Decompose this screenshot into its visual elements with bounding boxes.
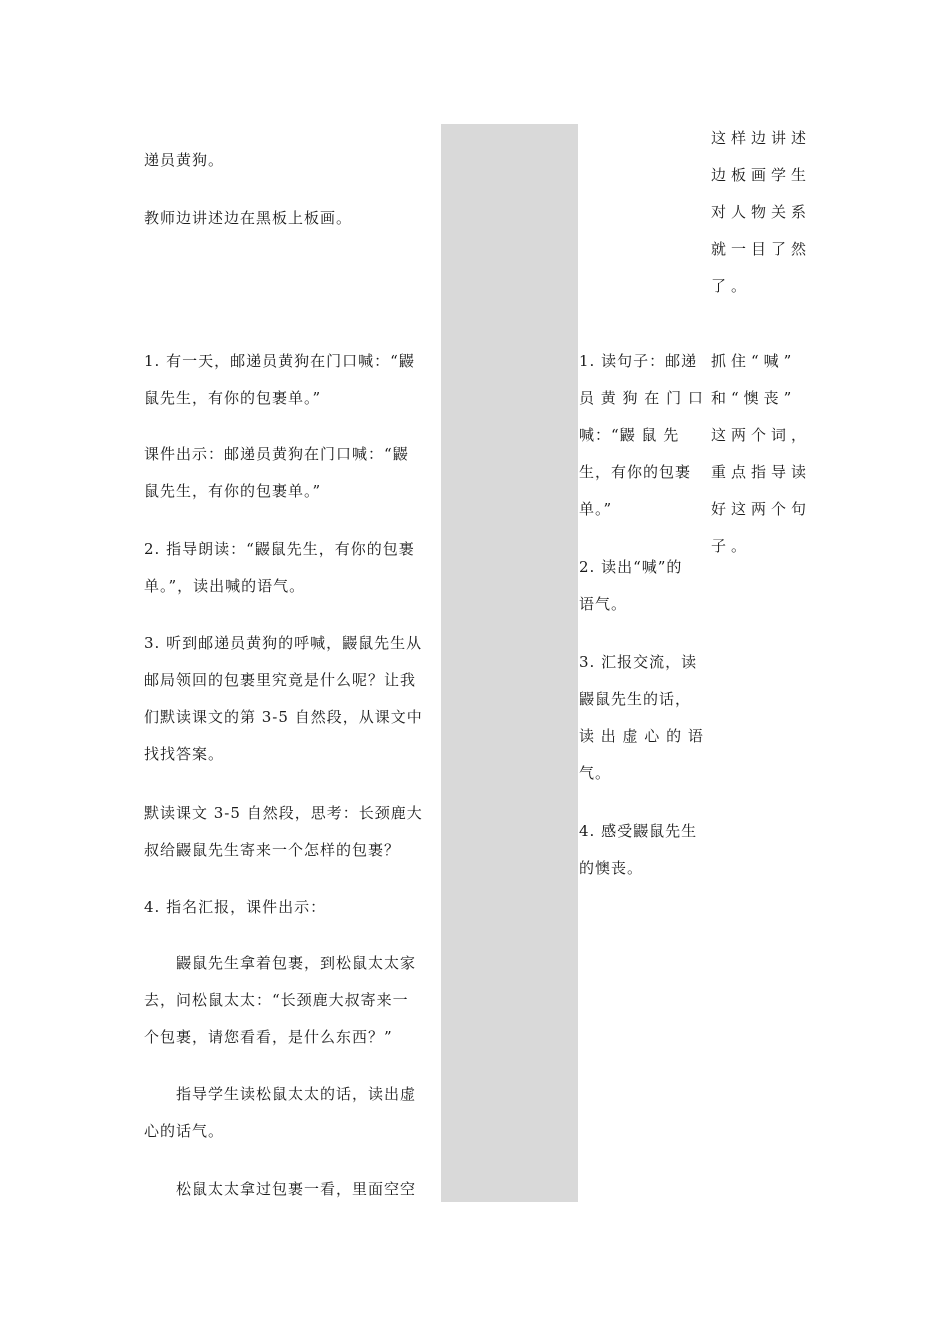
col1-paragraph-3: 1. 有一天，邮递员黄狗在门口喊：“鼹 鼠先生，有你的包裹单。”: [144, 352, 415, 407]
col2-paragraph-1: 1. 读句子：邮递 员 黄 狗 在 门 口 喊：“鼹 鼠 先 生，有你的包裹 单。”: [579, 352, 704, 518]
col1-paragraph-5: 2. 指导朗读：“鼹鼠先生，有你的包裹 单。”，读出喊的语气。: [144, 540, 415, 595]
col1-paragraph-7: 默读课文 3-5 自然段，思考：长颈鹿大 叔给鼹鼠先生寄来一个怎样的包裹？: [144, 804, 423, 859]
gray-column-background: [441, 124, 578, 1202]
col3-paragraph-1: 这样边讲述 边板画学生 对人物关系 就一目了然 了。: [711, 129, 812, 295]
col1-paragraph-4: 课件出示：邮递员黄狗在门口喊：“鼹 鼠先生，有你的包裹单。”: [144, 445, 409, 500]
col1-paragraph-6: 3. 听到邮递员黄狗的呼喊，鼹鼠先生从 邮局领回的包裹里究竟是什么呢？让我 们默读课文的第 3-5 自然段，从课文中 找找答案。: [144, 634, 423, 763]
col1-paragraph-1: 递员黄狗。: [144, 151, 225, 169]
col1-paragraph-10: 指导学生读松鼠太太的话，读出虚 心的话气。: [144, 1085, 417, 1140]
col2-paragraph-4: 4. 感受鼹鼠先生 的懊丧。: [579, 822, 698, 877]
col1-paragraph-9: 鼹鼠先生拿着包裹，到松鼠太太家 去，问松鼠太太：“长颈鹿大叔寄来一 个包裹，请您看看，是什么东西？”: [144, 954, 417, 1046]
col1-paragraph-11: 松鼠太太拿过包裹一看，里面空空: [144, 1180, 417, 1198]
col1-paragraph-2: 教师边讲述边在黑板上板画。: [144, 209, 353, 227]
col2-paragraph-3: 3. 汇报交流，读 鼹鼠先生的话， 读 出 虚 心 的 语 气。: [579, 653, 704, 782]
col1-paragraph-8: 4. 指名汇报，课件出示：: [144, 898, 327, 916]
col3-paragraph-2: 抓住“喊” 和“懊丧” 这两个词， 重点指导读 好这两个句 子。: [711, 352, 812, 555]
col2-paragraph-2: 2. 读出“喊”的 语气。: [579, 558, 683, 613]
